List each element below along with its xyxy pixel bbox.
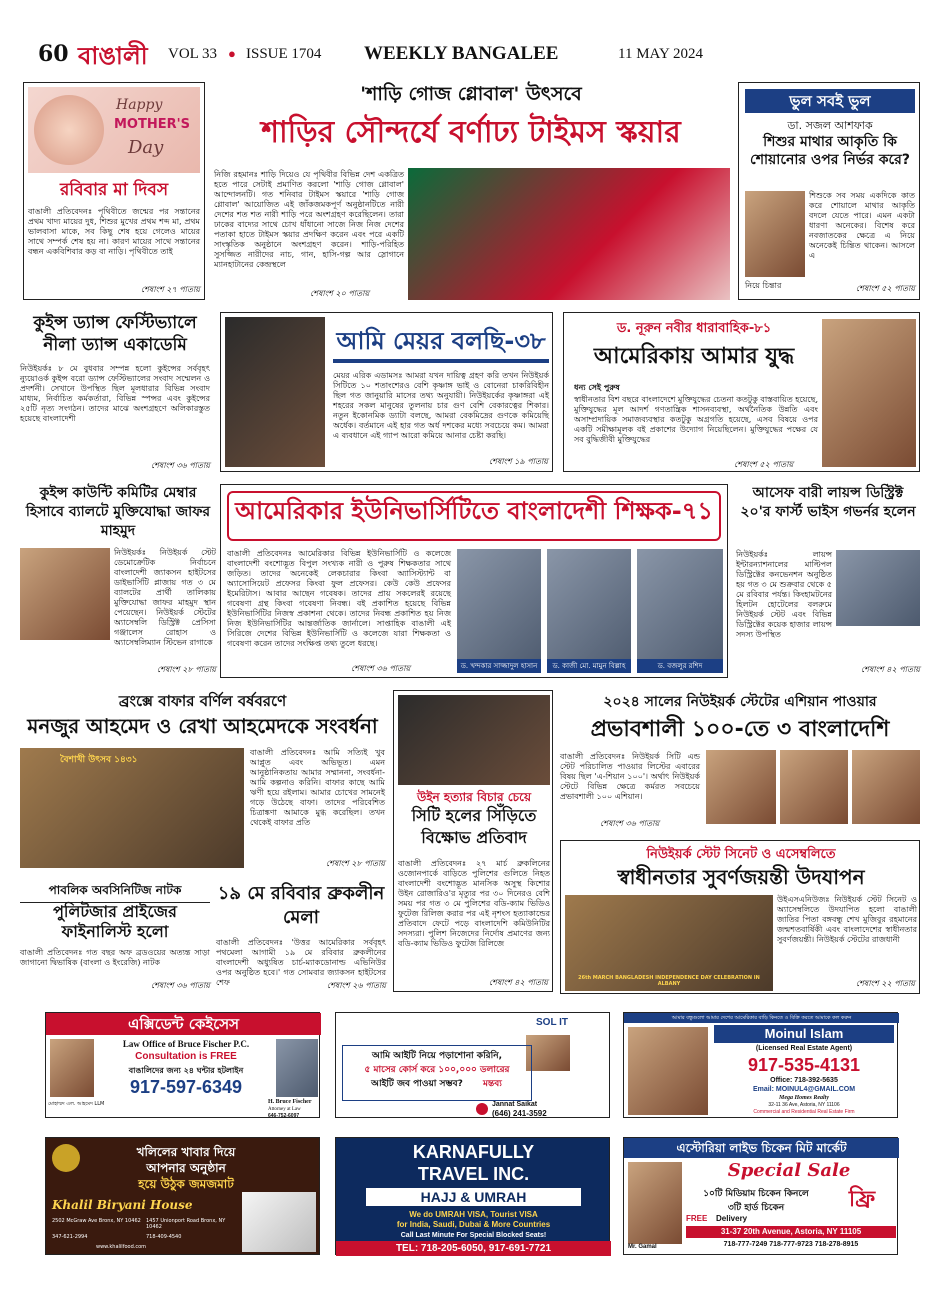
ad-accident-name-left: মোহাম্মদ এল. আহমেদ LLM <box>48 1101 105 1107</box>
volume: VOL 33 <box>168 46 218 62</box>
ad-moinul-photo <box>628 1027 708 1115</box>
ad-sol-it-line1: আমি আইটি নিয়ে পড়াশোনা করিনি, <box>372 1051 502 1061</box>
queens-dance-headline: কুইন্স ড্যান্স ফেস্টিভ্যালে নীলা ড্যান্স একাডেমি <box>33 313 197 355</box>
ad-chicken-addr: 31-37 20th Avenue, Astoria, NY 11105 <box>686 1226 896 1238</box>
university-article <box>220 484 728 678</box>
ad-chicken-delivery: Delivery <box>716 1214 748 1223</box>
queens-dance-continued: শেষাংশ ৩৬ পাতায় <box>150 461 210 470</box>
bhul-body: শিশুকে সব সময় একদিকে কাত করে শোয়ালে মাথার আকৃতি বদলে যেতে পারে। এমন একটা ধারণা অনেকের। বিশেষ করে নবজাতকের ক্ষেত্রে এ নিয়ে অনেকেই চিন্তিত থাকেন। আসলে এ <box>809 191 915 260</box>
teacher-photo-1 <box>457 549 541 673</box>
mela-article <box>216 882 386 994</box>
ad-astoria-chicken[interactable] <box>623 1137 898 1255</box>
ad-accident-name-right-sub: Attorney at Law <box>268 1107 301 1112</box>
teacher-caption-2: ড. কাজী মো. মামুন বিল্লাহ <box>547 659 631 673</box>
bhul-banner: ভুল সবই ভুল <box>745 89 915 113</box>
senate-continued: শেষাংশ ২২ পাতায় <box>855 979 915 988</box>
ad-accident-bangla: বাঙালিদের জন্য ২৪ ঘন্টার হটলাইন <box>128 1066 244 1075</box>
card-text-mothers: MOTHER'S <box>114 117 190 132</box>
bronx-continued: শেষাংশ ২৮ পাতায় <box>325 859 385 868</box>
university-body: বাঙালী প্রতিবেদনঃ আমেরিকার বিভিন্ন ইউনিভার্সিটি ও কলেজে বাংলাদেশী বংশোদ্ভূত বিপুল সংখ্যক নারী ও পুরুষ শিক্ষকতার সাথে জড়িত। তাদের অনেকেই লেকচারার কিংবা অ্যাসিস্ট্যান্ট বা অ্যাসোসিয়েট প্রফেসর কিংবা ফুল প্রফেসর। কেউ কেউ প্রফেসর ইমেরিটাস। আবার আছেন গবেষক। তাদের প্রায় সকলেরই রয়েছে গবেষণা গ্রন্থ কিংবা গবেষণা নিবন্ধ। বই প্রকাশিত হয়েছে বিভিন্ন ইউনিভার্সিটির নিজস্ব প্রকাশনা থেকে। তাদের নিবন্ধ প্রকাশিত হয় নিজ নিজ ইউনিভার্সিটির আন্তর্জাতিক জার্নালে। সাপ্তাহিক বাঙালী এই সিরিজে দেশের বিভিন্ন ইউনিভার্সিটি ও কলেজে যারা শিক্ষকতা ও গবেষণা করেন তাদের সংক্ষিপ্ত তথ্য তুলে ধরছে। <box>227 549 451 648</box>
lions-continued: শেষাংশ ৪২ পাতায় <box>860 665 920 674</box>
ad-chicken-offer2: ৩টি হার্ড চিকেন <box>727 1203 785 1213</box>
mela-continued: শেষাংশ ২৬ পাতায় <box>326 981 386 990</box>
university-continued: শেষাংশ ৩৬ পাতায় <box>351 664 411 673</box>
asian-power-article <box>560 690 920 832</box>
senate-article <box>560 840 920 994</box>
ad-sol-it[interactable] <box>335 1012 610 1118</box>
ad-moinul-top: আমার বন্ধুগুলো আমার দেশের আমেরিকার বাড়ি কিনতে ও বিক্রি করতে আমাকে কল করুন <box>624 1013 899 1023</box>
ad-khalil-biryani[interactable] <box>45 1137 320 1255</box>
ad-karnafully-name1: KARNAFULLY <box>412 1142 535 1162</box>
pulitzer-body: বাঙালী প্রতিবেদনঃ গত বছর অফ ব্রডওয়ের অত্যন্ত সাড়া জাগানো দ্বিভাষিক (বাংলা ও ইংরেজি) নাটক <box>20 948 210 967</box>
lions-article <box>736 484 920 678</box>
ad-chicken-free-bn: ফ্রি <box>848 1187 876 1212</box>
ad-accident-phone-right[interactable]: 646-752-6097 <box>268 1113 300 1119</box>
jafar-article <box>20 484 216 678</box>
ad-karnafully-travel[interactable] <box>335 1137 610 1255</box>
sari-parade-photo <box>408 168 730 300</box>
jafar-continued: শেষাংশ ২৮ পাতায় <box>156 665 216 674</box>
ad-biryani-logo-icon <box>52 1144 80 1172</box>
asian-power-continued: শেষাংশ ৩৬ পাতায় <box>600 819 660 828</box>
ad-chicken-owner-photo <box>628 1162 682 1244</box>
ad-sol-it-photo <box>526 1035 570 1071</box>
ad-biryani-addr2: 1457 Unionport Road Bronx, NY 10462 <box>146 1218 226 1230</box>
protest-kicker: উইন হত্যার বিচার চেয়ে <box>416 790 532 804</box>
teacher-caption-3: ড. বজলুর রশিদ <box>637 659 723 673</box>
amerikay-continued: শেষাংশ ৫২ পাতায় <box>734 460 794 469</box>
mothers-day-article <box>23 82 205 300</box>
ad-sol-it-line3: আইটি জব পাওয়া সম্ভব? <box>371 1079 463 1089</box>
ad-sol-it-phone-icon <box>476 1103 488 1115</box>
ad-biryani-brand: Khalil Biryani House <box>52 1198 193 1212</box>
ad-sol-it-line3b: মন্তব্য <box>483 1079 502 1089</box>
ad-accident-name-right: H. Bruce Fischer <box>268 1099 312 1105</box>
ad-accident-consult: Consultation is FREE <box>135 1051 237 1062</box>
bhul-headline: শিশুর মাথার আকৃতি কি শোয়ানোর ওপর নির্ভর করে? <box>750 134 910 168</box>
ad-accident-title: এক্সিডেন্ট কেইসেস <box>46 1013 321 1035</box>
ad-moinul-footer: Commercial and Residential Real Estate Firm <box>753 1109 855 1115</box>
amerikay-kicker: ড. নূরুন নবীর ধারাবাহিক-৮১ <box>616 321 772 336</box>
bhul-column <box>738 82 920 300</box>
lions-body: নিউইয়র্কঃ লায়ন্স ইন্টারন্যাশনালের মাল্টিপল ডিস্ট্রিক্টের কনভেনশন অনুষ্ঠিত হয় গত ৩ মে শুক্রবার থেকে ৫ মে রবিবার পর্যন্ত। কিংহামটনের হিলটন হোটেলের বলরুমে নিউইয়র্ক স্টেট এবং বিভিন্ন ডিস্ট্রিক্টের কয়েক হাজার লায়ন্স সদস্য উপস্থিত <box>736 550 832 639</box>
ad-moinul-sub: (Licensed Real Estate Agent) <box>755 1045 853 1052</box>
teacher-caption-1: ড. খন্দকার সাজ্জাদুল হাসান <box>457 659 541 673</box>
teacher-photo-2 <box>547 549 631 673</box>
asian-power-photo-2 <box>780 750 848 824</box>
ad-moinul-phone[interactable]: 917-535-4131 <box>747 1055 861 1075</box>
card-text-day: Day <box>128 137 164 158</box>
issue: ISSUE 1704 <box>246 46 322 62</box>
bronx-headline: মনজুর আহমেদ ও রেখা আহমেদকে সংবর্ধনা <box>27 714 378 738</box>
ad-chicken-special: Special Sale <box>727 1160 851 1181</box>
senate-kicker: নিউইয়র্ক স্টেট সিনেট ও এসেম্বলিতে <box>646 847 836 862</box>
sari-kicker: 'শাড়ি গোজ গ্লোবাল' উৎসবে <box>360 83 582 105</box>
ad-accident-phone[interactable]: 917-597-6349 <box>129 1077 243 1097</box>
bhul-author: ডা. সজল আশফাক <box>787 119 873 132</box>
ad-accident-cases[interactable] <box>45 1012 320 1118</box>
page-number: 60 <box>38 41 69 67</box>
senate-headline: স্বাধীনতার সুবর্ণজয়ন্তী উদযাপন <box>617 865 865 889</box>
sari-headline: শাড়ির সৌন্দর্যে বর্ণাঢ্য টাইমস স্কয়ার <box>261 115 681 150</box>
university-headline: আমেরিকার ইউনিভার্সিটিতে বাংলাদেশী শিক্ষক-৭১ <box>227 491 721 541</box>
ad-karnafully-line2: for India, Saudi, Dubai & More Countries <box>396 1220 551 1229</box>
hands-image <box>34 95 104 165</box>
ad-chicken-free-en: FREE <box>686 1214 708 1223</box>
bullet-icon: ● <box>228 46 236 61</box>
ad-biryani-line1: খলিলের খাবার দিয়ে <box>136 1145 236 1159</box>
bronx-body: বাঙালী প্রতিবেদনঃ আমি সত্যিই খুব আপ্লুত এবং অভিভূত। এমন আনুষ্ঠানিকতায় আমার সম্মাননা, সংবর্ধনা- আমি কল্পনাও করিনি। বাফার কাছে আমি ঋণী হয়ে রইলাম। আমার চোখের সামনেই গড়ে উঠেছে বাফা। তাদের পরিবেশিত চিত্রাঙ্কণা আমাকে মুগ্ধ করেছিল। তখন থেকেই বাফার প্রতি <box>250 748 385 827</box>
sari-article <box>210 80 732 302</box>
ad-accident-firm: Law Office of Bruce Fischer P.C. <box>122 1039 250 1049</box>
ad-chicken-phones[interactable]: 718-777-7249 718-777-9723 718-278-8915 <box>723 1241 859 1248</box>
pulitzer-headline: পুলিটজার প্রাইজের ফাইনালিস্ট হলো <box>53 902 177 941</box>
ad-karnafully-line1: We do UMRAH VISA, Tourist VISA <box>409 1210 538 1219</box>
asian-power-headline: প্রভাবশালী ১০০-তে ৩ বাংলাদেশি <box>590 717 890 742</box>
teacher-photo-3 <box>637 549 723 673</box>
masthead-logo: বাঙালী <box>78 42 148 70</box>
ad-biryani-web[interactable]: www.khalilfood.com <box>96 1244 147 1250</box>
ad-moinul-email[interactable]: Email: MOINUL4@GMAIL.COM <box>752 1086 856 1093</box>
bronx-kicker: ব্রংক্সে বাফার বর্ণিল বর্ষবরণে <box>118 692 287 710</box>
ad-chicken-owner: Mr. Gamal <box>628 1244 657 1250</box>
ad-biryani-line3: হয়ে উঠুক জমজমাট <box>138 1177 234 1191</box>
ad-moinul-company: Mega Homes Realty <box>779 1095 829 1101</box>
sari-body: নিজি রহমানঃ শাড়ি দিয়েও যে পৃথিবীর বিভিন্ন দেশ একত্রিত হতে পারে সেটাই প্রমাণিত করলো 'শাড়ি গোজ গ্লোবাল' আন্দোলনটি। গত শনিবার টাইমস স্কয়ারে 'শাড়ি গোজ গ্লোবাল' আয়োজিত এই জাঁকজমকপূর্ণ অনুষ্ঠানটিতে নারী দেশের শত শত নারী শাড়ি পরে অংশগ্রহণ করেছিলেন। তারা ঢাকের বাদ্যের সাথে চোখ ধাঁধানো সাজে নিজ নিজ দেশের পতাকা হাতে টাইমস স্কয়ার প্রদক্ষিণ করেন এবং পরে একটি সাংস্কৃতিক অনুষ্ঠানে অংশগ্রহণ করেন। শাড়ি-পরিহিত সুসজ্জিত নারীদের নাচ, গান, হাসি-গল্প আর স্লোগানে ম্যানহাটানের কেন্দ্রস্থলে <box>214 170 404 269</box>
author-photo <box>822 319 916 467</box>
protest-continued: শেষাংশ ৪২ পাতায় <box>488 978 548 987</box>
ad-moinul-islam[interactable] <box>623 1012 898 1118</box>
ad-sol-it-box <box>342 1045 532 1101</box>
mela-body: বাঙালী প্রতিবেদনঃ 'উত্তর আমেরিকার সর্ববৃহৎ পথমেলা আগামী ১৯ মে রবিবার ব্রুকলীনের বাংলাদেশী অধ্যুষিত চার্চ-ম্যাকডোনাল্ড এভিনিউর ওপর অনুষ্ঠিত হবে।' গত সোমবার জ্যাকসন হাইটসের শেফ <box>216 938 386 987</box>
pulitzer-article <box>20 882 210 994</box>
jafar-photo <box>20 548 110 640</box>
asian-power-photo-3 <box>852 750 920 824</box>
bronx-award-photo <box>20 748 244 868</box>
ad-chicken-offer1: ১০টি মিডিয়াম চিকেন কিনলে <box>703 1189 809 1199</box>
protest-headline: সিটি হলের সিঁড়িতে বিক্ষোভ প্রতিবাদ <box>411 806 537 847</box>
ad-moinul-addr: 32-11 36 Ave, Astoria, NY 11106 <box>768 1102 840 1108</box>
ad-sol-it-brand: SOL IT <box>536 1017 569 1028</box>
protest-article <box>393 690 553 992</box>
protest-body: বাঙালী প্রতিবেদনঃ ২৭ মার্চ ব্রুকলিনের ওজোনপার্কে বাড়িতে পুলিশের গুলিতে নিহত বাংলাদেশী বংশোদ্ভূত মানসিক অসুস্থ কিশোর উইন রোজারিও'র মৃত্যুর পর ৩০ দিনেরও বেশি সময় পর গত ৩ মে পুলিশের বডি-ক্যাম ভিডিও ফুটেজ রিলিজ করার পর এই নৃশংস হত্যাকান্ডের প্রতিবাদে ফেটে পড়ে বাংলাদেশি কমিউনিটির সদস্যরা। পুলিশ নিজেদের নির্দোষ প্রমাণের জন্য বডি-ক্যাম ভিডিও ফুটেজ রিলিজে <box>398 859 550 948</box>
paper-name: WEEKLY BANGALEE <box>364 43 559 64</box>
mayor-photo <box>225 317 325 467</box>
ad-karnafully-name2: TRAVEL INC. <box>417 1164 530 1184</box>
ad-biryani-phone1[interactable]: 347-621-2994 <box>52 1234 88 1240</box>
mayor-body: মেয়র এরিক এডামসঃ আমরা যখন দায়িত্ব গ্রহণ করি তখন নিউইয়র্ক সিটিতে ১০ শতাংশেরও বেশি কৃষ্ণাঙ্গ ভাই ও বোনেরা চাকরিবিহীন ছিল গত জানুয়ারি মাসের তথ্য অনুযায়ী। নিউইয়র্কের কৃষ্ণাঙ্গরা এই শহরের সকল মানুষের তুলনায় চার গুণ বেশি বেকারত্বের শিকার। নতুন ইকোনমিক ড্যাটা বলছে, আমরা বেকমিদ্রের গুণকে কমিয়েছি অর্ধেক। বর্তমানে এই হার গত অর্ধ দশকের মধ্যে সবচেয়ে কম। আমরা এ ব্যবধানে এই গ্যাপ আরো কমিয়ে আনার চেষ্টা করছি। <box>333 371 549 440</box>
amerikay-article <box>563 312 920 472</box>
sari-continued: শেষাংশ ২০ পাতায় <box>310 289 370 298</box>
mothers-day-continued: শেষাংশ ২৭ পাতায় <box>140 285 200 294</box>
lions-photo <box>836 550 920 626</box>
amerikay-headline: আমেরিকায় আমার যুদ্ধ <box>593 344 795 369</box>
ad-sol-it-phone[interactable]: (646) 241-3592 <box>492 1109 547 1118</box>
mayor-article <box>220 312 553 472</box>
mela-headline: ১৯ মে রবিবার ব্রুকলীন মেলা <box>217 883 385 928</box>
ad-karnafully-call: Call Last Minute For Special Blocked Seats! <box>400 1232 547 1239</box>
ad-chicken-title: এস্টোরিয়া লাইভ চিকেন মিট মার্কেট <box>624 1138 899 1158</box>
ad-sol-it-line2: ৫ মাসের কোর্স করে ১০০,০০০ ডলারের <box>364 1065 510 1075</box>
pulitzer-kicker: পাবলিক অবসিনিটিজ নাটক <box>20 882 210 903</box>
mothers-day-body: বাঙালী প্রতিবেদনঃ পৃথিবীতে জন্মের পর সন্তানের প্রথম খাদ্য মায়ের দুধ, শিশুর মুখের প্রথম শব্দ মা, প্রথম ভালবাসা মাকে, সব কিছু শেষ হয়ে গেলেও মায়ের সাথে সম্পর্ক শেষ হয় না। কারণ মায়ের সাথে সন্তানের বন্ধন একবিশিবার কড় বা নাড়ি। পৃথিবীতে তাই <box>28 207 200 256</box>
bhul-caption: নিয়ে চিন্তার <box>745 281 782 290</box>
ad-moinul-office[interactable]: Office: 718-392-5635 <box>770 1077 838 1084</box>
senate-photo-banner: 26th MARCH BANGLADESH INDEPENDENCE DAY CELEBRATION IN ALBANY <box>578 975 760 987</box>
ad-biryani-addr1: 2502 McGraw Ave Bronx, NY 10462 <box>52 1218 141 1224</box>
queens-dance-body: নিউইয়র্কঃ ৮ মে বুধবার সম্পন্ন হলো কুইন্সের সর্ববৃহৎ ন্যুয়োওর্ক কুইন্স বরো ড্যান্স ফেস্টিভ্যালের সংবাদ সম্মেলন ও প্রদর্শনী। সেখানে উপস্থিত ছিল মূলধারার বিভিন্ন সংবাদ মাধ্যম, নির্বাচিত কর্মকর্তারা, বিভিন্ন স্পন্সর এবং কুইন্সের ২৫টি নৃত্য সংগঠন। তাদের মাঝে অংশগ্রহণে অলিকারস্তুত হয়েছে বাংলাদেশী <box>20 364 210 423</box>
ad-moinul-name: Moinul Islam <box>714 1025 894 1043</box>
ad-biryani-phone2[interactable]: 718-409-4540 <box>146 1234 182 1240</box>
jafar-headline: কুইন্স কাউন্টি কমিটির মেম্বার হিসাবে ব্যালটে মুক্তিযোদ্ধা জাফর মাহমুদ <box>25 485 211 539</box>
lions-headline: আসেফ বারী লায়ন্স ডিস্ট্রিক্ট ২০'র ফার্স্ট ভাইস গভর্নর হলেন <box>740 485 916 520</box>
pulitzer-continued: শেষাংশ ৩৬ পাতায় <box>150 981 210 990</box>
ad-accident-photo-left <box>50 1039 94 1097</box>
senate-body: উইএসএনিউজঃ নিউইয়র্ক স্টেট সিনেট ও অ্যাসেম্বলিতে উদযাপিত হলো বাঙালী জাতির পিতা বঙ্গবন্ধু শেখ মুজিবুর রহমানের জন্মশতবার্ষিকী এবং বাংলাদেশের স্বাধীনতার সুবর্ণজয়ন্তী। নিউইয়র্ক স্টেটের রাজধানী <box>777 895 917 944</box>
bronx-article <box>20 690 385 874</box>
issue-date: 11 MAY 2024 <box>618 46 704 62</box>
ad-sol-it-person: Jannat Saikat <box>492 1101 538 1108</box>
ad-biryani-line2: আপনার অনুষ্ঠান <box>146 1161 226 1175</box>
mothers-day-card <box>28 87 200 173</box>
asian-power-photo-1 <box>706 750 776 824</box>
mayor-headline: আমি মেয়র বলছি-৩৮ <box>333 323 549 363</box>
amerikay-body: স্বাধীনতার বিশ বছরে বাংলাদেশে মুক্তিযুদ্ধের চেতনা কতটুকু বাস্তবায়িত হয়েছে, মুক্তিযুদ্ধের মূল আদর্শ গণতান্ত্রিক শাসনব্যবস্থা, অর্থনৈতিক উন্নতি এবং অসাম্প্রদায়িক সমাজব্যবস্থার কতটুকু অগ্রগতি হয়েছে, এসব বিষয়ে ওপর একটি সমীক্ষামূলক বই প্রকাশের উদ্যোগ নিয়েছিলেন। মুক্তিযুদ্ধের পক্ষের যে সব বুদ্ধিজীবী মুক্তিযুদ্ধের <box>574 395 818 444</box>
masthead <box>38 38 918 68</box>
asian-power-body: বাঙালী প্রতিবেদনঃ নিউইয়র্ক সিটি এন্ড স্টেট পরিচালিত পাওয়ার লিস্টের এবারের বিষয় ছিল 'এ-শিয়ান ১০০'। অর্থাৎ নিউইয়র্ক স্টেটে বিভিন্ন ক্ষেত্রে কর্মরত সবচেয়ে প্রভাবশালী ১০০ এশিয়ান। <box>560 752 700 801</box>
protest-photo <box>398 695 550 785</box>
doctor-photo <box>745 191 805 277</box>
asian-power-kicker: ২০২৪ সালের নিউইয়র্ক স্টেটের এশিয়ান পাওয়ার <box>603 694 877 710</box>
ad-biryani-chef-photo <box>242 1192 316 1252</box>
ad-karnafully-tel[interactable]: TEL: 718-205-6050, 917-691-7721 <box>336 1241 611 1256</box>
jafar-body: নিউইয়র্কঃ নিউইয়র্ক স্টেট ডেমোক্রেটিক নির্বাচনে বাংলাদেশী জ্যাকসন হাইটসের ডাইভার্সিটি প্লাজায় গত ৩ মে ব্যালটের প্রার্থী তালিকায় মুক্তিযোদ্ধা জাফর মাহমুদ স্থান পেয়েছেন। নিউইয়র্ক স্টেটের অ্যাসেম্বলি ডিস্ট্রিক্ট প্রেসিসা গঞ্জালেস রোহাস ও অ্যাসেম্বলিম্যান স্টিভেন রাগাকে <box>114 548 216 647</box>
ad-karnafully-hajj: HAJJ & UMRAH <box>366 1188 581 1206</box>
bhul-continued: শেষাংশ ৫২ পাতায় <box>855 284 915 293</box>
mothers-day-headline: রবিবার মা দিবস <box>59 180 169 200</box>
senate-group-photo <box>565 895 773 991</box>
card-text-happy: Happy <box>116 97 163 113</box>
ad-accident-photo-right <box>276 1039 318 1097</box>
queens-dance-article <box>20 312 210 474</box>
mayor-continued: শেষাংশ ১৯ পাতায় <box>488 457 548 466</box>
bronx-photo-banner: বৈশাখী উৎসব ১৪৩১ <box>60 755 138 765</box>
amerikay-subhead: ধন্য সেই পুরুষ <box>574 383 620 392</box>
